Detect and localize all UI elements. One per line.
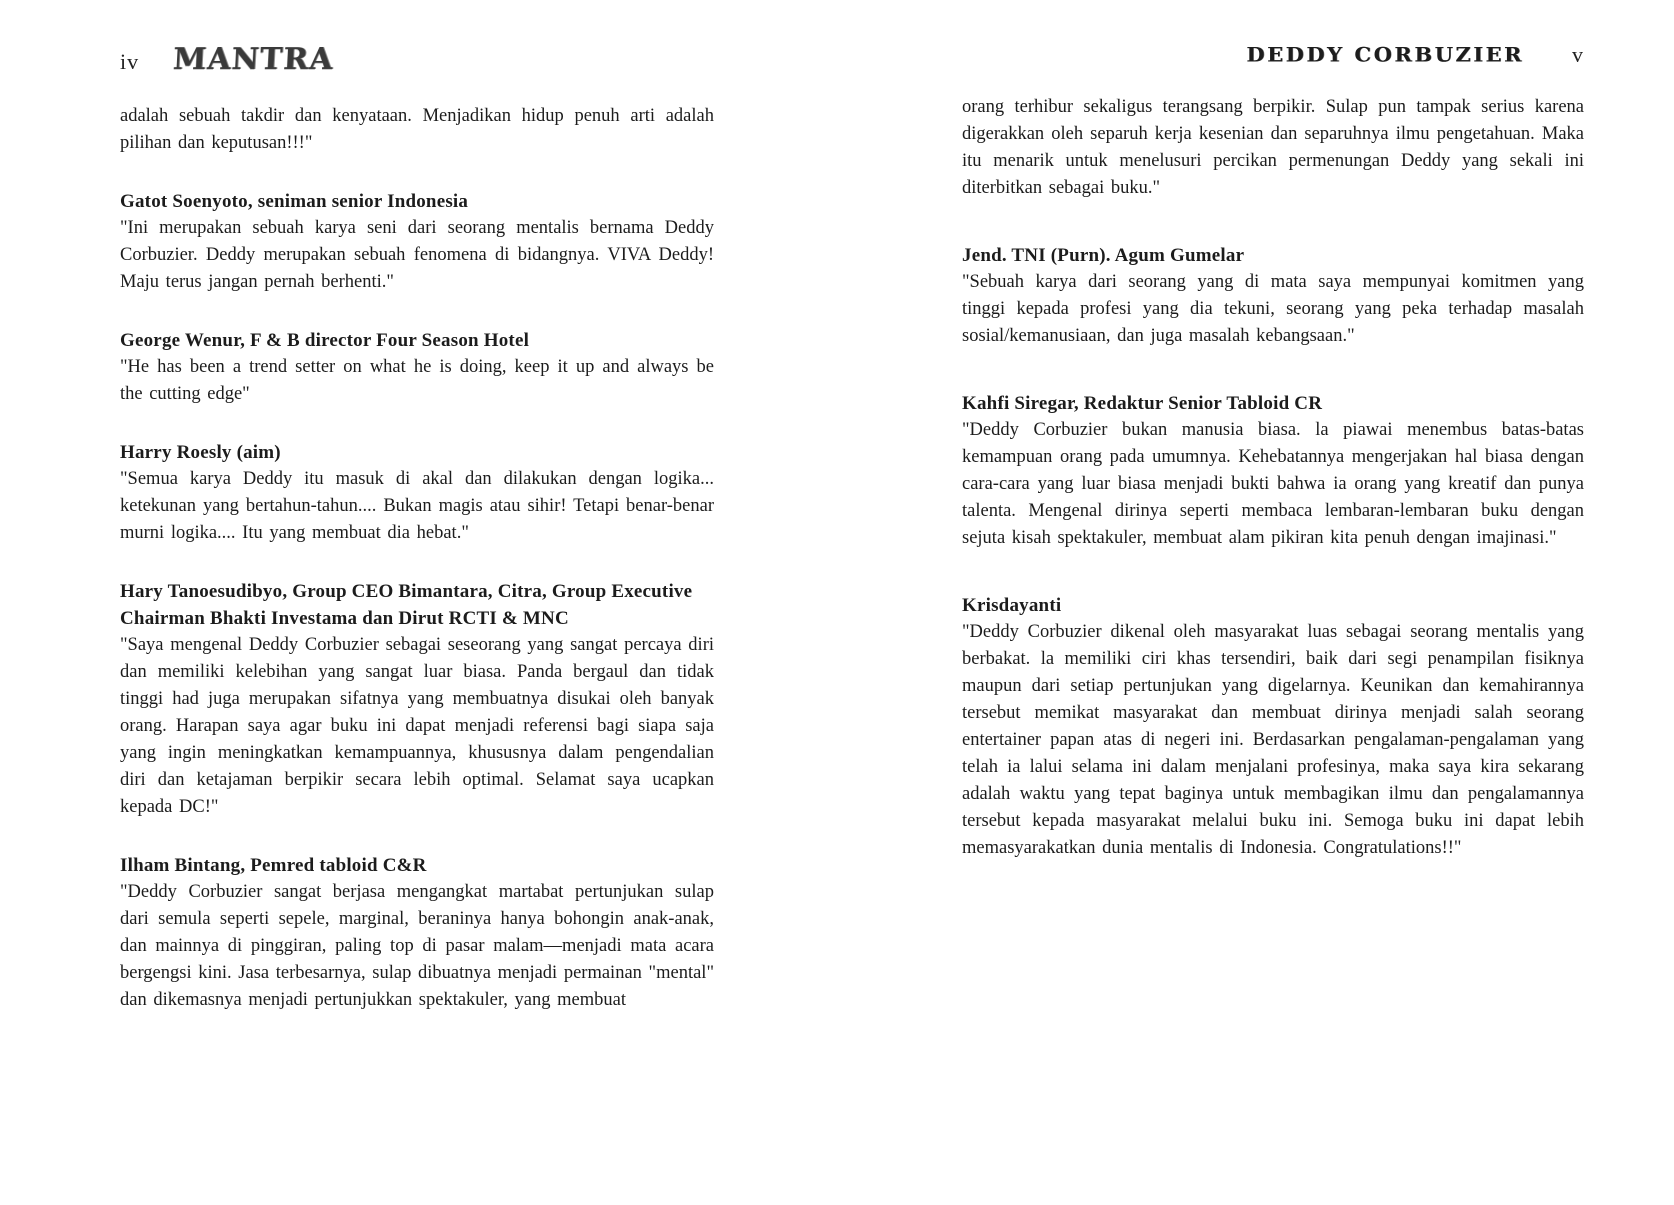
mantra-book-logo: MANTRA [172,42,335,77]
testimonial-quote: "Semua karya Deddy itu masuk di akal dan dilakukan dengan logika... ketekunan yang bertahun-tahun.... Bukan magis atau sihir! Tetapi benar-benar murni logika.... Itu yang membuat dia hebat." [120,469,714,543]
testimonial-section-hary-tanoesudibyo [120,578,714,821]
deddy-corbuzier-running-head: DEDDY CORBUZIER [1246,43,1524,66]
testimonial-author: Hary Tanoesudibyo, Group CEO Bimantara, Citra, Group Executive Chairman Bhakti Investama dan Dirut RCTI & MNC [120,581,693,629]
page-right [962,42,1584,862]
testimonial-author: Ilham Bintang, Pemred tabloid C&R [120,855,427,876]
testimonial-section-agum-gumelar [962,242,1584,350]
page-number-left: iv [120,49,140,74]
testimonial-author: Jend. TNI (Purn). Agum Gumelar [962,245,1245,266]
testimonial-section-kahfi-siregar [962,390,1584,552]
testimonial-quote: "He has been a trend setter on what he is doing, keep it up and always be the cutting edge" [120,357,714,404]
testimonial-author: Kahfi Siregar, Redaktur Senior Tabloid CR [962,393,1323,414]
testimonial-quote: "Saya mengenal Deddy Corbuzier sebagai seseorang yang sangat percaya diri dan memiliki kelebihan yang sangat luar biasa. Panda bergaul dan tidak tinggi had juga merupakan sifatnya yang membuatnya disukai oleh banyak orang. Harapan saya agar buku ini dapat menjadi referensi bagi siapa saja yang ingin meningkatkan kemampuannya, khususnya dalam pengendalian diri dan ketajaman berpikir secara lebih optimal. Selamat saya ucapkan kepada DC!" [120,635,714,817]
page-left-header [120,42,714,77]
testimonial-section-george-wenur [120,327,714,408]
testimonial-quote: "Ini merupakan sebuah karya seni dari seorang mentalis bernama Deddy Corbuzier. Deddy merupakan sebuah fenomena di bidangnya. VIVA Deddy! Maju terus jangan pernah berhenti." [120,218,714,292]
testimonial-author: Gatot Soenyoto, seniman senior Indonesia [120,191,469,212]
testimonial-section-ilham-bintang [120,852,714,1014]
page-right-header [962,42,1584,68]
continued-quote-paragraph: orang terhibur sekaligus terangsang berpikir. Sulap pun tampak serius karena digerakkan oleh separuh kerja kesenian dan separuhnya ilmu pengetahuan. Maka itu menarik untuk menelusuri percikan permenungan Deddy yang sekali ini diterbitkan sebagai buku." [962,97,1584,198]
testimonial-section-gatot-soenyoto [120,188,714,296]
testimonial-quote: "Deddy Corbuzier sangat berjasa mengangkat martabat pertunjukan sulap dari semula seperti sepele, marginal, beraninya hanya bohongin anak-anak, dan mainnya di pinggiran, paling top di pasar malam—menjadi mata acara bergengsi kini. Jasa terbesarnya, sulap dibuatnya menjadi permainan "mental" dan dikemasnya menjadi pertunjukkan spektakuler, yang membuat [120,882,714,1010]
testimonial-section-krisdayanti [962,592,1584,862]
testimonial-author: George Wenur, F & B director Four Season Hotel [120,330,530,351]
continued-quote-paragraph: adalah sebuah takdir dan kenyataan. Menjadikan hidup penuh arti adalah pilihan dan keputusan!!!" [120,106,714,153]
testimonial-quote: "Deddy Corbuzier bukan manusia biasa. la piawai menembus batas-batas kemampuan orang pada umumnya. Kehebatannya mengerjakan hal biasa dengan cara-cara yang luar biasa menjadi bukti bahwa ia orang yang kreatif dan punya talenta. Mengenal dirinya seperti membaca lembaran-lembaran buku dengan sejuta kisah spektakuler, membuat alam pikiran kita penuh dengan imajinasi." [962,420,1584,548]
testimonial-quote: "Sebuah karya dari seorang yang di mata saya mempunyai komitmen yang tinggi kepada profesi yang dia tekuni, seorang yang peka terhadap masalah sosial/kemanusiaan, dan juga masalah kebangsaan." [962,272,1584,346]
page-left [120,42,714,1014]
page-number-right: v [1572,42,1584,67]
testimonial-author: Krisdayanti [962,595,1062,616]
testimonial-quote: "Deddy Corbuzier dikenal oleh masyarakat luas sebagai seorang mentalis yang berbakat. la memiliki ciri khas tersendiri, baik dari segi penampilan fisiknya maupun dari setiap pertunjukan yang digelarnya. Keunikan dan kemahirannya tersebut memikat masyarakat dan membuat dirinya menjadi salah seorang entertainer papan atas di negeri ini. Berdasarkan pengalaman-pengalaman yang telah ia lalui selama ini dalam menjalani profesinya, maka saya kira sekarang adalah waktu yang tepat baginya untuk membagikan ilmu dan pengalamannya tersebut kepada masyarakat melalui buku ini. Semoga buku ini dapat lebih memasyarakatkan dunia mentalis di Indonesia. Congratulations!!" [962,622,1584,858]
testimonial-author: Harry Roesly (aim) [120,442,281,463]
testimonial-section-harry-roesly [120,439,714,547]
